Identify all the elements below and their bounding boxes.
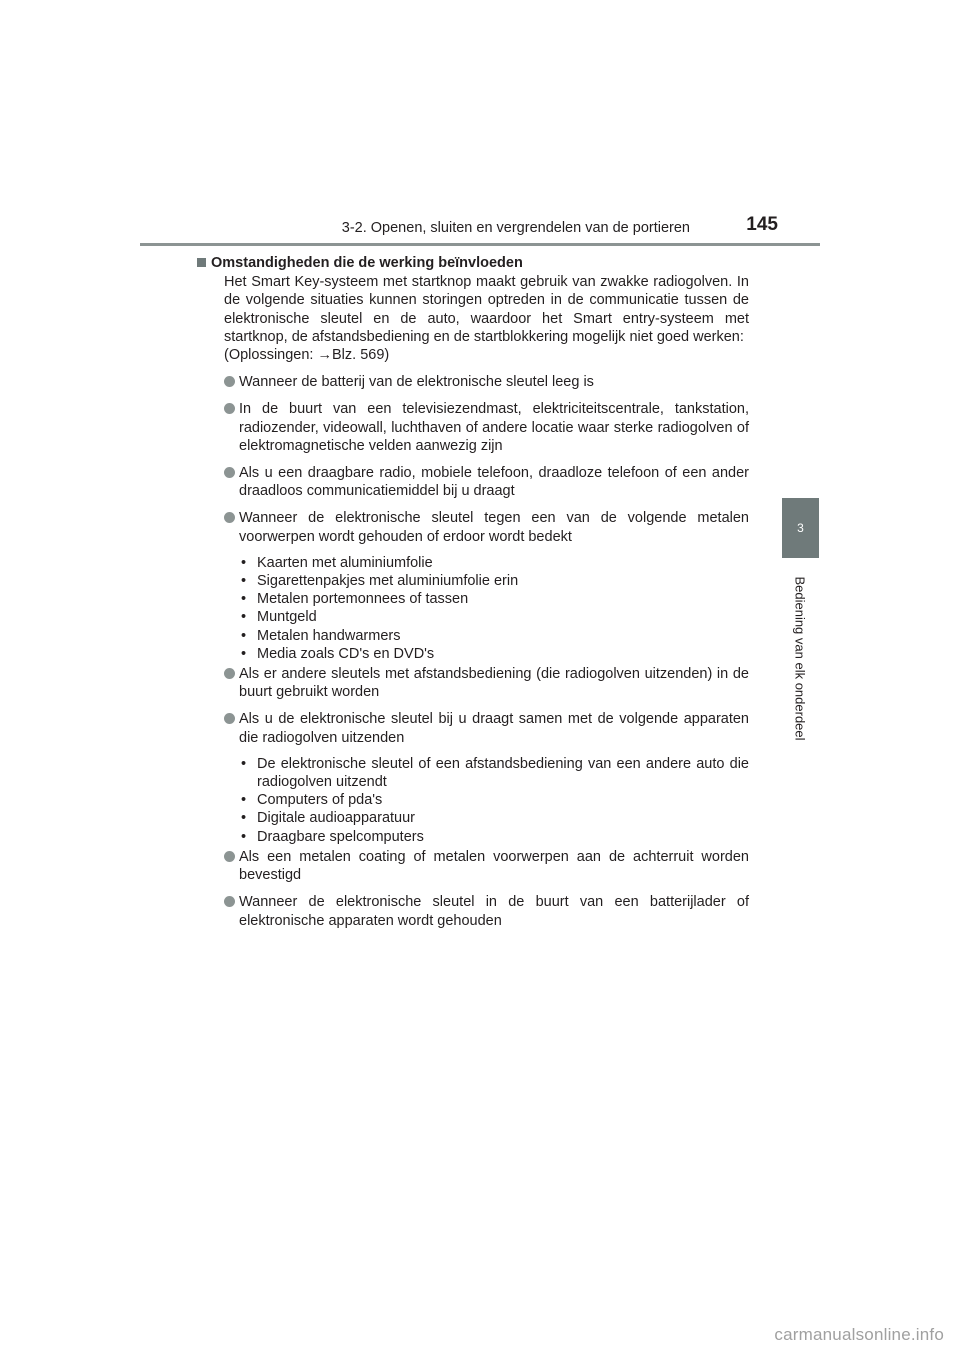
section-heading: [197, 254, 749, 272]
dot-marker: •: [241, 591, 247, 608]
sub-list-item: [240, 554, 749, 572]
dot-marker: •: [241, 828, 247, 845]
sub-item-text: Digitale audioapparatuur: [257, 810, 415, 827]
square-bullet-icon: [197, 258, 206, 267]
reference-prefix: (Oplossingen:: [224, 347, 318, 364]
dot-marker: •: [241, 755, 247, 772]
circle-bullet-icon: [224, 403, 235, 414]
list-item-text: In de buurt van een televisiezendmast, elektriciteitscentrale, tankstation, radiozender, videowall, luchthaven of andere locatie waar sterke radiogolven of elektromagnetische velden aanwezig zijn: [239, 401, 749, 454]
chapter-side-label: [782, 563, 819, 753]
list-item-text: Als u de elektronische sleutel bij u draagt samen met de volgende apparaten die radiogolven uitzenden: [239, 711, 749, 746]
page-content: [211, 254, 749, 930]
sub-item-text: Metalen portemonnees of tassen: [257, 591, 469, 608]
reference-line: [224, 346, 749, 364]
watermark-text: carmanualsonline.info: [774, 1325, 944, 1344]
metal-objects-sublist: [240, 554, 749, 663]
running-header-title: 3-2. Openen, sluiten en vergrendelen van de portieren: [341, 220, 690, 236]
sub-item-text: Metalen handwarmers: [257, 627, 401, 644]
page-number: 145: [746, 214, 778, 235]
list-item: [211, 464, 749, 500]
circle-bullet-icon: [224, 668, 235, 679]
intro-paragraph: Het Smart Key-systeem met startknop maakt gebruik van zwakke radiogolven. In de volgende situaties kunnen storingen optreden in de communicatie tussen de elektronische sleutel en de auto, waardoor het Smart entry-systeem met startknop, de afstandsbediening en de startblokkering mogelijk niet goed werken:: [224, 274, 749, 345]
sub-list-item: [240, 572, 749, 590]
dot-marker: •: [241, 645, 247, 662]
chapter-number: 3: [797, 521, 804, 535]
sub-list-item: [240, 809, 749, 827]
section-title-text: Omstandigheden die de werking beïnvloeden: [211, 255, 523, 271]
sub-list-item: [240, 590, 749, 608]
sub-list-item: [240, 627, 749, 645]
header-divider: [140, 243, 820, 246]
dot-marker: •: [241, 627, 247, 644]
list-item: [211, 665, 749, 701]
sub-list-item: [240, 755, 749, 791]
dot-marker: •: [241, 609, 247, 626]
dot-marker: •: [241, 573, 247, 590]
sub-item-text: Media zoals CD's en DVD's: [257, 645, 435, 662]
list-item: [211, 893, 749, 929]
list-item: [211, 373, 749, 391]
circle-bullet-icon: [224, 713, 235, 724]
sub-list-item: [240, 828, 749, 846]
list-item-text: Als u een draagbare radio, mobiele telefoon, draadloze telefoon of een ander draadloos communicatiemiddel bij u draagt: [239, 465, 749, 500]
sub-item-text: De elektronische sleutel of een afstandsbediening van een andere auto die radiogolven uitzendt: [257, 755, 749, 791]
page-reference-link[interactable]: Blz. 569): [332, 347, 390, 364]
list-item: [211, 509, 749, 545]
sub-list-item: [240, 791, 749, 809]
sub-item-text: Computers of pda's: [257, 792, 383, 809]
list-item-text: Wanneer de elektronische sleutel in de buurt van een batterijlader of elektronische apparaten wordt gehouden: [239, 894, 749, 929]
dot-marker: •: [241, 810, 247, 827]
radio-devices-sublist: [240, 755, 749, 846]
list-item: [211, 710, 749, 746]
sub-list-item: [240, 645, 749, 663]
chapter-tab: [782, 498, 819, 558]
circle-bullet-icon: [224, 896, 235, 907]
dot-marker: •: [241, 792, 247, 809]
list-item: [211, 848, 749, 884]
dot-marker: •: [241, 554, 247, 571]
list-item-text: Als er andere sleutels met afstandsbediening (die radiogolven uitzenden) in de buurt gebruikt worden: [239, 666, 749, 701]
list-item-text: Wanneer de batterij van de elektronische sleutel leeg is: [239, 374, 594, 391]
chapter-label-text: Bediening van elk onderdeel: [793, 575, 809, 741]
arrow-icon: →: [317, 347, 332, 364]
circle-bullet-icon: [224, 467, 235, 478]
circle-bullet-icon: [224, 851, 235, 862]
sub-list-item: [240, 608, 749, 626]
sub-item-text: Draagbare spelcomputers: [257, 828, 424, 845]
list-item: [211, 400, 749, 455]
circle-bullet-icon: [224, 512, 235, 523]
sub-item-text: Kaarten met aluminiumfolie: [257, 554, 433, 571]
list-item-text: Als een metalen coating of metalen voorwerpen aan de achterruit worden bevestigd: [239, 848, 749, 884]
circle-bullet-icon: [224, 376, 235, 387]
sub-item-text: Sigarettenpakjes met aluminiumfolie erin: [257, 573, 519, 590]
sub-item-text: Muntgeld: [257, 609, 317, 626]
list-item-text: Wanneer de elektronische sleutel tegen een van de volgende metalen voorwerpen wordt gehouden of erdoor wordt bedekt: [239, 510, 749, 545]
